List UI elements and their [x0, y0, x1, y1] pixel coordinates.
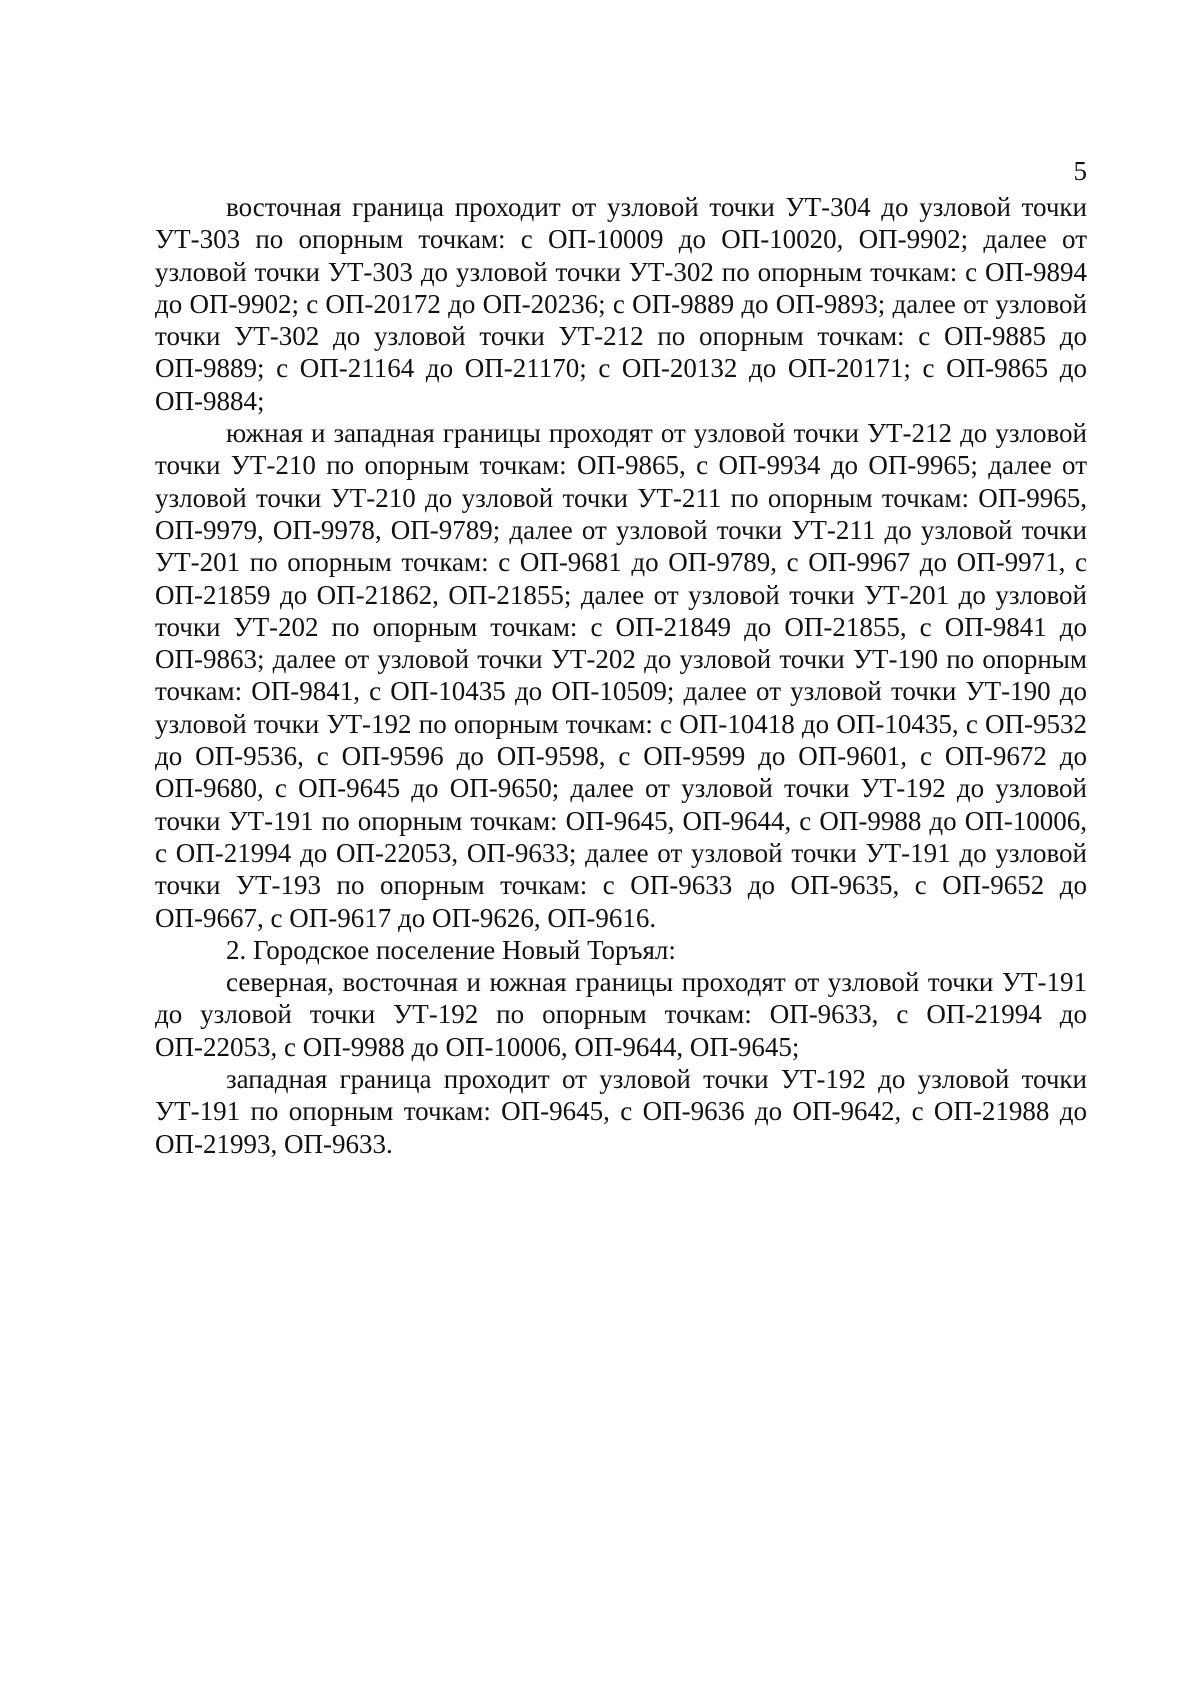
page-number: 5: [1073, 156, 1087, 186]
paragraph-western-boundary: западная граница проходит от узловой точки УТ-192 до узловой точки УТ-191 по опорным точкам: ОП-9645, с ОП-9636 до ОП-9642, с ОП-21988 до ОП-21993, ОП-9633.: [155, 1064, 1087, 1159]
document-body: [155, 191, 1087, 1160]
section-heading-novy-toryal: 2. Городское поселение Новый Торъял:: [226, 934, 676, 965]
paragraph-northern-eastern-southern-boundary: северная, восточная и южная границы проходят от узловой точки УТ-191 до узловой точки УТ-192 по опорным точкам: ОП-9633, с ОП-21994 до ОП-22053, с ОП-9988 до ОП-10006, ОП-9644, ОП-9645;: [155, 967, 1087, 1062]
paragraph-southern-western-boundary: южная и западная границы проходят от узловой точки УТ-212 до узловой точки УТ-210 по опорным точкам: ОП-9865, с ОП-9934 до ОП-9965; далее от узловой точки УТ-210 до узловой точки УТ-211 по опорным точкам: ОП-9965, ОП-9979, ОП-9978, ОП-9789; далее от узловой точки УТ-211 до узловой точки УТ-201 по опорным точкам: с ОП-9681 до ОП-9789, с ОП-9967 до ОП-9971, с ОП-21859 до ОП-21862, ОП-21855; далее от узловой точки УТ-201 до узловой точки УТ-202 по опорным точкам: с ОП-21849 до ОП-21855, с ОП-9841 до ОП-9863; далее от узловой точки УТ-202 до узловой точки УТ-190 по опорным точкам: ОП-9841, с ОП-10435 до ОП-10509; далее от узловой точки УТ-190 до узловой точки УТ-192 по опорным точкам: с ОП-10418 до ОП-10435, с ОП-9532 до ОП-9536, с ОП-9596 до ОП-9598, с ОП-9599 до ОП-9601, с ОП-9672 до ОП-9680, с ОП-9645 до ОП-9650; далее от узловой точки УТ-192 до узловой точки УТ-191 по опорным точкам: ОП-9645, ОП-9644, с ОП-9988 до ОП-10006, с ОП-21994 до ОП-22053, ОП-9633; далее от узловой точки УТ-191 до узловой точки УТ-193 по опорным точкам: с ОП-9633 до ОП-9635, с ОП-9652 до ОП-9667, с ОП-9617 до ОП-9626, ОП-9616.: [155, 418, 1087, 933]
paragraph-eastern-boundary: восточная граница проходит от узловой точки УТ-304 до узловой точки УТ-303 по опорным точкам: с ОП-10009 до ОП-10020, ОП-9902; далее от узловой точки УТ-303 до узловой точки УТ-302 по опорным точкам: с ОП-9894 до ОП-9902; с ОП-20172 до ОП-20236; с ОП-9889 до ОП-9893; далее от узловой точки УТ-302 до узловой точки УТ-212 по опорным точкам: с ОП-9885 до ОП-9889; с ОП-21164 до ОП-21170; с ОП-20132 до ОП-20171; с ОП-9865 до ОП-9884;: [155, 192, 1087, 416]
